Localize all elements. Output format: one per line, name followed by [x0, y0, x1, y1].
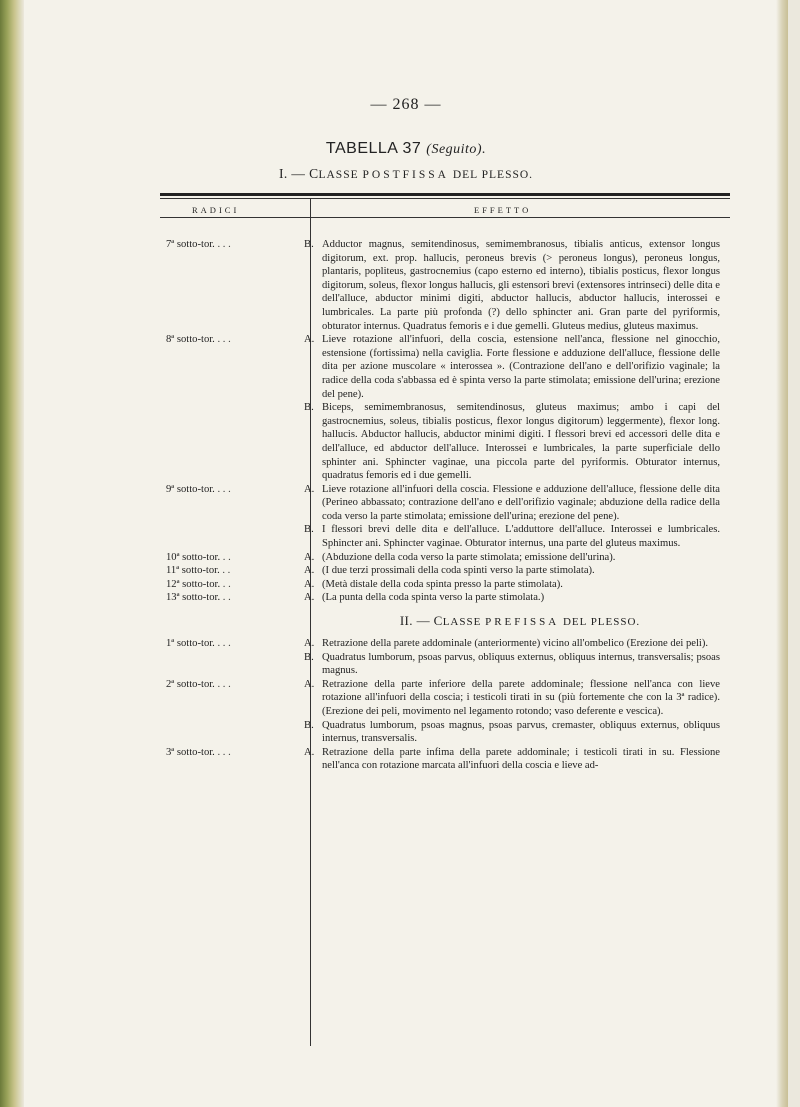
effect-text: Retrazione della parte inferiore della parete addominale; flessione nell'anca con lieve rotazione all'infuori della coscia; i testicoli tirati in su (più fortemente che con la 3ª radice). (Erezione dei peli, movimento nel legamento rotondo; vaso deferente e vescica). [322, 678, 720, 717]
effect-letter: B. [304, 719, 314, 731]
root-label: 2ª sotto-tor. [166, 678, 215, 690]
effect-text: I flessori brevi delle dita e dell'alluce. L'adduttore dell'alluce. Interossei e lumbricales. Sphincter ani. Sphincter vaginae. Obturator internus, una parte del gluteus maximus. [322, 524, 720, 550]
leader-dots: . . . [214, 483, 231, 495]
table-row [160, 591, 730, 605]
leader-dots: . . . [214, 638, 231, 650]
table-top-rule-thin [160, 198, 730, 199]
effect-text: Retrazione della parte infima della parete addominale; i testicoli tirati in su. Flessione nell'anca con rotazione marcata all'infuori della coscia e lieve ad- [322, 746, 720, 772]
section-type: POSTFISSA [362, 169, 449, 181]
leader-dots: . . . [214, 239, 231, 250]
root-label: 9ª sotto-tor. [166, 483, 215, 495]
root-label: 1ª sotto-tor. [166, 638, 215, 650]
section-type: PREFISSA [485, 616, 560, 629]
effect-letter: A. [304, 334, 315, 346]
header-effetto: EFFETTO [474, 205, 532, 215]
effect-letter: A. [304, 678, 315, 690]
leader-dots: . . [220, 551, 231, 563]
table-row [160, 333, 730, 401]
effect-text: Retrazione della parete addominale (anteriormente) vicino all'ombelico (Erezione dei peli). [322, 638, 709, 650]
effect-text: Adductor magnus, semitendinosus, semimembranosus, tibialis anticus, extensor longus digitorum, ext. prop. hallucis, peroneus brevis (> peroneus longus), peroneus longus, plantaris, popliteus, gastrocnemius (capo esterno ed interno), tibialis posticus, flexor longus digitorum, soleus, flexor longus hallucis, gli estensori brevi (extensores intrinseci) delle dita e dell'alluce, abductor minimi digiti, abductor hallucis, abductor hallucis, interossei e lumbricales. La parte più profonda (?) dello sphincter ani. Gran parte del pyriformis, obturator internus. Quadratus femoris e i due gemelli. Gluteus medius, gluteus maximus. [322, 239, 720, 332]
effect-text: (La punta della coda spinta verso la parte stimolata.) [322, 592, 545, 604]
table-row [160, 551, 730, 565]
effect-letter: A. [304, 746, 315, 758]
root-label: 3ª sotto-tor. [166, 746, 215, 758]
table-row [160, 678, 730, 719]
section-cap: C [309, 166, 319, 181]
root-label: 7ª sotto-tor. [166, 239, 215, 250]
effect-letter: B. [304, 239, 314, 250]
table-row [160, 401, 730, 483]
section-class-word: LASSE [442, 616, 486, 629]
table-top-rule [160, 193, 730, 196]
effect-letter: A. [304, 565, 315, 577]
table-title-note: (Seguito). [426, 142, 487, 157]
leader-dots: . . [219, 565, 231, 577]
root-label: 12ª sotto-tor. [166, 578, 221, 590]
table-title [24, 140, 788, 158]
leader-dots: . . . [214, 334, 231, 346]
table-header-rule [160, 217, 730, 218]
effect-text: Lieve rotazione all'infuori della coscia. Flessione e adduzione dell'alluce, flessione delle dita (Perineo abbassato; contrazione dell'ano e dell'orifizio vaginale; abduzione della radice della coda verso la parte stimolata; emissione dell'urina; erezione del pene). [322, 483, 720, 522]
effect-text: Quadratus lumborum, psoas magnus, psoas parvus, cremaster, obliquus externus, obliquus internus, transversalis. [322, 719, 720, 745]
section-tail: DEL PLESSO. [559, 616, 641, 629]
effect-text: (Abduzione della coda verso la parte stimolata; emissione dell'urina). [322, 551, 616, 563]
effect-letter: B. [304, 651, 314, 663]
section-number: I. — [278, 166, 310, 181]
effect-letter: A. [304, 592, 315, 604]
leader-dots: . . [220, 578, 231, 590]
effect-text: Lieve rotazione all'infuori, della coscia, estensione nell'anca, flessione nel ginocchio, estensione (fortissima) nella caviglia. Forte flessione e adduzione dell'alluce, flessione delle dita per azione muscolare « interossea ». (Contrazione dell'ano e dell'orifizio vaginale; la radice della coda s'abbassa ed è spinta verso la parte stimolata; emissione dell'urina; erezione del pene). [322, 334, 720, 400]
table-body [160, 222, 730, 773]
section-heading-prefissa [160, 613, 730, 629]
section-cap: C [433, 613, 443, 629]
effect-letter: A. [304, 483, 315, 495]
section-number: II. — [399, 613, 434, 629]
table-row [160, 564, 730, 578]
effect-letter: A. [304, 638, 315, 650]
table-row [160, 719, 730, 746]
leader-dots: . . . [214, 746, 231, 758]
table-row [160, 238, 730, 333]
leader-dots: . . [220, 592, 231, 604]
section-heading-postfissa [24, 166, 788, 182]
effect-letter: A. [304, 551, 315, 563]
root-label: 11ª sotto-tor. [166, 565, 220, 577]
table-row [160, 483, 730, 524]
effect-text: Quadratus lumborum, psoas parvus, obliquus externus, obliquus internus, transversalis; psoas magnus. [322, 651, 720, 677]
table-row [160, 637, 730, 651]
table-row [160, 523, 730, 550]
effect-text: Biceps, semimembranosus, semitendinosus, gluteus maximus; ambo i capi del gastrocnemius, soleus, tibialis posticus, flexor longus digitorum) leggermente), flexor long. hallucis. Abductor hallucis, abductor minimi digiti. I flessori brevi ed accessori delle dita e dell'alluce, ed abductor dell'alluce. Interossei e lumbricales, la parte superficiale dello sphinter ani. Sphincter vaginae, una piccola parte del pyriformis. Obturator internus, quadratus femoris ed i due gemelli. [322, 402, 720, 482]
effect-letter: A. [304, 578, 315, 590]
root-label: 8ª sotto-tor. [166, 334, 215, 346]
section-class-word: LASSE [318, 169, 363, 181]
effect-letter: B. [304, 402, 314, 414]
section-tail: DEL PLESSO. [448, 169, 534, 181]
table-row [160, 746, 730, 773]
table-header-divider [310, 198, 311, 218]
page-number: — 268 — [370, 96, 442, 113]
table-title-main: TABELLA 37 [325, 140, 422, 157]
effect-letter: B. [304, 524, 314, 536]
table-row [160, 651, 730, 678]
root-label: 13ª sotto-tor. [166, 592, 221, 604]
book-binding-edge [0, 0, 24, 1107]
leader-dots: . . . [214, 678, 231, 690]
effect-text: (I due terzi prossimali della coda spinti verso la parte stimolata). [322, 565, 595, 577]
root-label: 10ª sotto-tor. [166, 551, 221, 563]
effect-text: (Metà distale della coda spinta presso la parte stimolata). [322, 578, 563, 590]
header-radici: RADICI [192, 205, 240, 215]
table-row [160, 578, 730, 592]
